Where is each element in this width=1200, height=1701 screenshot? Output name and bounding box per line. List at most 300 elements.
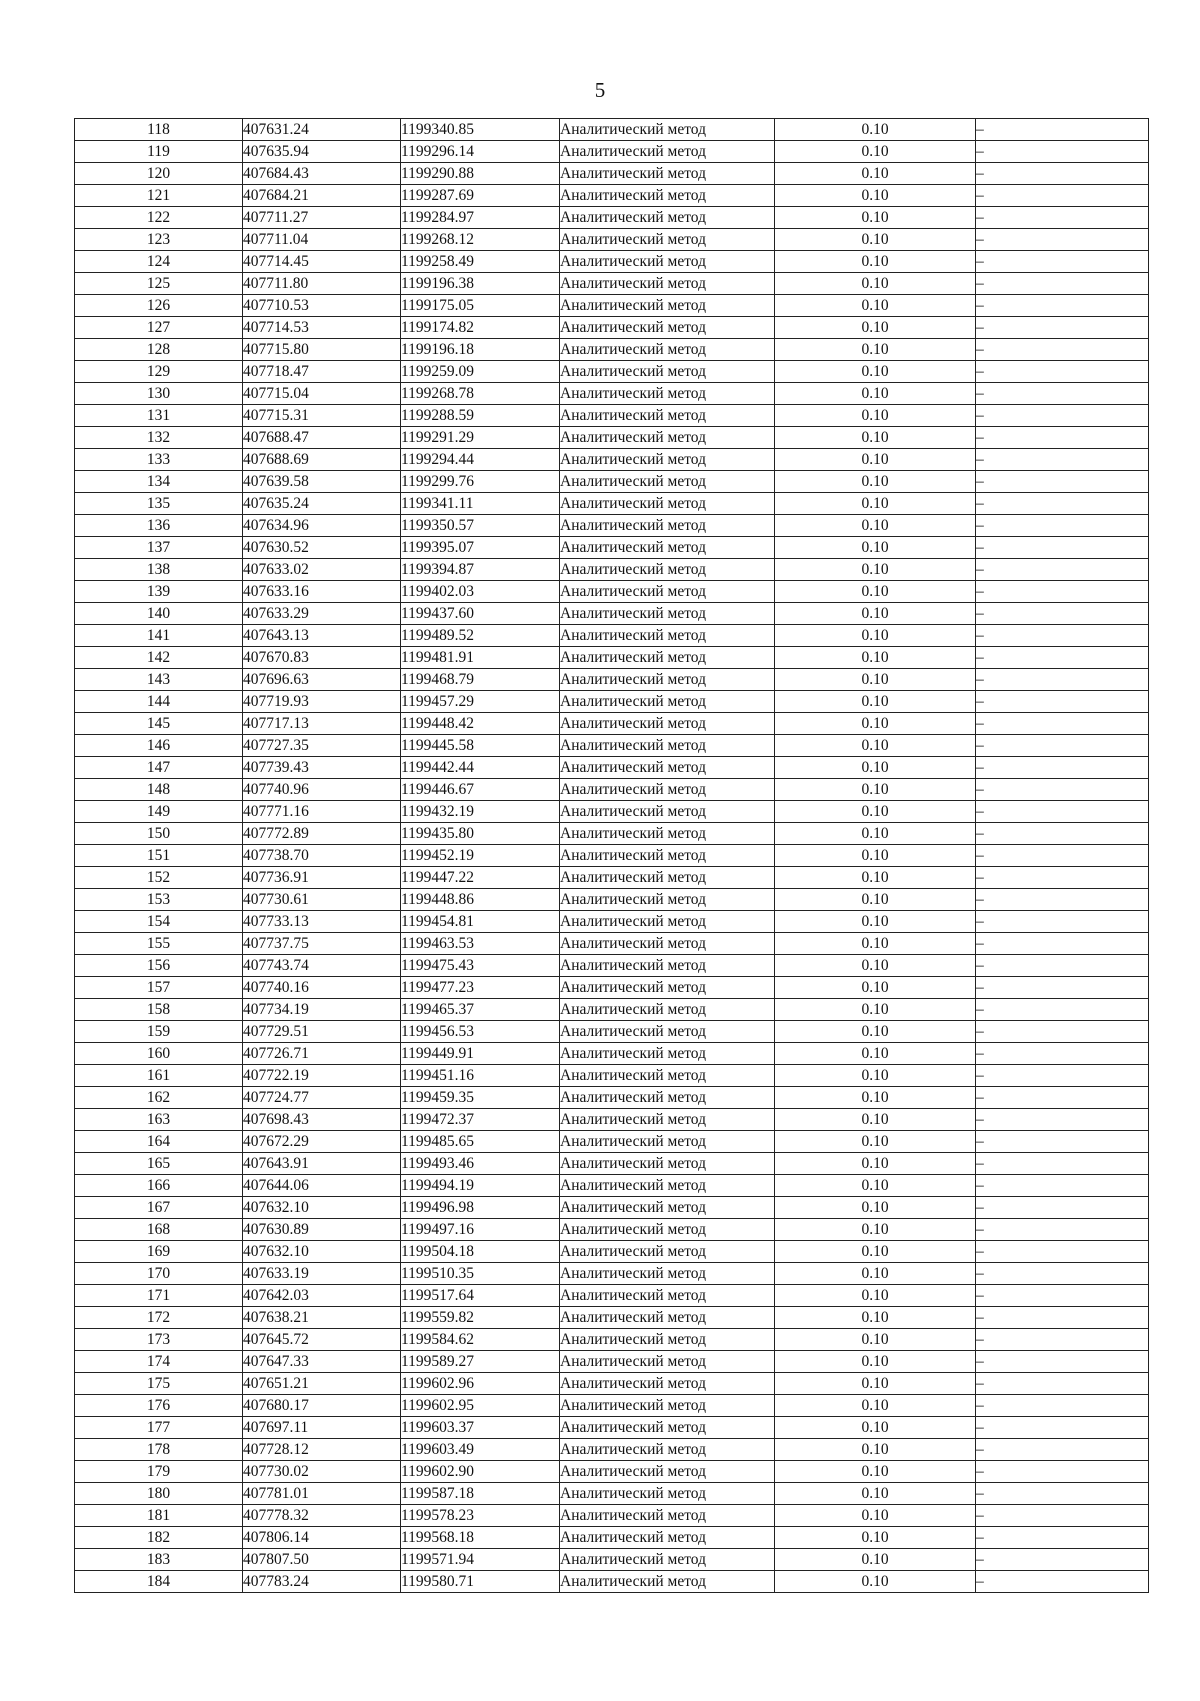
accuracy-cell: 0.10 — [775, 1571, 976, 1593]
note-cell: – — [976, 1285, 1149, 1307]
method-cell: Аналитический метод — [560, 405, 775, 427]
y-coordinate-cell: 1199517.64 — [401, 1285, 560, 1307]
accuracy-cell: 0.10 — [775, 163, 976, 185]
table-row — [75, 251, 1149, 273]
method-cell: Аналитический метод — [560, 361, 775, 383]
method-cell: Аналитический метод — [560, 603, 775, 625]
note-cell: – — [976, 207, 1149, 229]
x-coordinate-cell: 407645.72 — [243, 1329, 401, 1351]
accuracy-cell: 0.10 — [775, 427, 976, 449]
method-cell: Аналитический метод — [560, 1043, 775, 1065]
method-cell: Аналитический метод — [560, 339, 775, 361]
x-coordinate-cell: 407739.43 — [243, 757, 401, 779]
y-coordinate-cell: 1199496.98 — [401, 1197, 560, 1219]
table-row — [75, 735, 1149, 757]
point-number-cell: 153 — [75, 889, 243, 911]
x-coordinate-cell: 407644.06 — [243, 1175, 401, 1197]
x-coordinate-cell: 407783.24 — [243, 1571, 401, 1593]
point-number-cell: 119 — [75, 141, 243, 163]
note-cell: – — [976, 119, 1149, 141]
accuracy-cell: 0.10 — [775, 625, 976, 647]
note-cell: – — [976, 229, 1149, 251]
note-cell: – — [976, 251, 1149, 273]
note-cell: – — [976, 163, 1149, 185]
y-coordinate-cell: 1199452.19 — [401, 845, 560, 867]
point-number-cell: 147 — [75, 757, 243, 779]
x-coordinate-cell: 407633.02 — [243, 559, 401, 581]
point-number-cell: 149 — [75, 801, 243, 823]
note-cell: – — [976, 339, 1149, 361]
x-coordinate-cell: 407722.19 — [243, 1065, 401, 1087]
table-row — [75, 845, 1149, 867]
table-row — [75, 1571, 1149, 1593]
note-cell: – — [976, 1549, 1149, 1571]
accuracy-cell: 0.10 — [775, 493, 976, 515]
note-cell: – — [976, 493, 1149, 515]
accuracy-cell: 0.10 — [775, 1153, 976, 1175]
point-number-cell: 159 — [75, 1021, 243, 1043]
method-cell: Аналитический метод — [560, 889, 775, 911]
y-coordinate-cell: 1199457.29 — [401, 691, 560, 713]
accuracy-cell: 0.10 — [775, 383, 976, 405]
x-coordinate-cell: 407715.80 — [243, 339, 401, 361]
point-number-cell: 151 — [75, 845, 243, 867]
accuracy-cell: 0.10 — [775, 515, 976, 537]
y-coordinate-cell: 1199268.12 — [401, 229, 560, 251]
x-coordinate-cell: 407630.52 — [243, 537, 401, 559]
accuracy-cell: 0.10 — [775, 295, 976, 317]
note-cell: – — [976, 1241, 1149, 1263]
point-number-cell: 148 — [75, 779, 243, 801]
note-cell: – — [976, 977, 1149, 999]
accuracy-cell: 0.10 — [775, 1483, 976, 1505]
point-number-cell: 143 — [75, 669, 243, 691]
method-cell: Аналитический метод — [560, 1395, 775, 1417]
accuracy-cell: 0.10 — [775, 1549, 976, 1571]
x-coordinate-cell: 407730.02 — [243, 1461, 401, 1483]
note-cell: – — [976, 1065, 1149, 1087]
point-number-cell: 118 — [75, 119, 243, 141]
y-coordinate-cell: 1199477.23 — [401, 977, 560, 999]
y-coordinate-cell: 1199580.71 — [401, 1571, 560, 1593]
point-number-cell: 134 — [75, 471, 243, 493]
y-coordinate-cell: 1199446.67 — [401, 779, 560, 801]
table-row — [75, 493, 1149, 515]
point-number-cell: 158 — [75, 999, 243, 1021]
x-coordinate-cell: 407726.71 — [243, 1043, 401, 1065]
note-cell: – — [976, 1439, 1149, 1461]
accuracy-cell: 0.10 — [775, 273, 976, 295]
method-cell: Аналитический метод — [560, 1153, 775, 1175]
accuracy-cell: 0.10 — [775, 1505, 976, 1527]
accuracy-cell: 0.10 — [775, 955, 976, 977]
note-cell: – — [976, 515, 1149, 537]
note-cell: – — [976, 669, 1149, 691]
accuracy-cell: 0.10 — [775, 867, 976, 889]
point-number-cell: 124 — [75, 251, 243, 273]
method-cell: Аналитический метод — [560, 1307, 775, 1329]
y-coordinate-cell: 1199299.76 — [401, 471, 560, 493]
table-row — [75, 1461, 1149, 1483]
method-cell: Аналитический метод — [560, 471, 775, 493]
x-coordinate-cell: 407718.47 — [243, 361, 401, 383]
method-cell: Аналитический метод — [560, 867, 775, 889]
table-row — [75, 383, 1149, 405]
y-coordinate-cell: 1199578.23 — [401, 1505, 560, 1527]
method-cell: Аналитический метод — [560, 295, 775, 317]
accuracy-cell: 0.10 — [775, 691, 976, 713]
note-cell: – — [976, 1527, 1149, 1549]
accuracy-cell: 0.10 — [775, 713, 976, 735]
table-row — [75, 1439, 1149, 1461]
point-number-cell: 183 — [75, 1549, 243, 1571]
x-coordinate-cell: 407727.35 — [243, 735, 401, 757]
y-coordinate-cell: 1199456.53 — [401, 1021, 560, 1043]
note-cell: – — [976, 1109, 1149, 1131]
note-cell: – — [976, 647, 1149, 669]
accuracy-cell: 0.10 — [775, 911, 976, 933]
y-coordinate-cell: 1199288.59 — [401, 405, 560, 427]
point-number-cell: 136 — [75, 515, 243, 537]
note-cell: – — [976, 779, 1149, 801]
method-cell: Аналитический метод — [560, 1131, 775, 1153]
point-number-cell: 127 — [75, 317, 243, 339]
accuracy-cell: 0.10 — [775, 1527, 976, 1549]
note-cell: – — [976, 141, 1149, 163]
accuracy-cell: 0.10 — [775, 141, 976, 163]
x-coordinate-cell: 407635.24 — [243, 493, 401, 515]
method-cell: Аналитический метод — [560, 779, 775, 801]
method-cell: Аналитический метод — [560, 1219, 775, 1241]
x-coordinate-cell: 407631.24 — [243, 119, 401, 141]
table-row — [75, 779, 1149, 801]
y-coordinate-cell: 1199494.19 — [401, 1175, 560, 1197]
point-number-cell: 154 — [75, 911, 243, 933]
method-cell: Аналитический метод — [560, 1439, 775, 1461]
point-number-cell: 144 — [75, 691, 243, 713]
y-coordinate-cell: 1199341.11 — [401, 493, 560, 515]
method-cell: Аналитический метод — [560, 1527, 775, 1549]
method-cell: Аналитический метод — [560, 251, 775, 273]
x-coordinate-cell: 407688.69 — [243, 449, 401, 471]
point-number-cell: 125 — [75, 273, 243, 295]
table-row — [75, 955, 1149, 977]
x-coordinate-cell: 407638.21 — [243, 1307, 401, 1329]
accuracy-cell: 0.10 — [775, 801, 976, 823]
y-coordinate-cell: 1199559.82 — [401, 1307, 560, 1329]
table-row — [75, 1527, 1149, 1549]
table-row — [75, 603, 1149, 625]
x-coordinate-cell: 407714.45 — [243, 251, 401, 273]
y-coordinate-cell: 1199294.44 — [401, 449, 560, 471]
accuracy-cell: 0.10 — [775, 317, 976, 339]
y-coordinate-cell: 1199445.58 — [401, 735, 560, 757]
method-cell: Аналитический метод — [560, 1417, 775, 1439]
method-cell: Аналитический метод — [560, 273, 775, 295]
note-cell: – — [976, 559, 1149, 581]
x-coordinate-cell: 407670.83 — [243, 647, 401, 669]
x-coordinate-cell: 407639.58 — [243, 471, 401, 493]
accuracy-cell: 0.10 — [775, 251, 976, 273]
accuracy-cell: 0.10 — [775, 361, 976, 383]
accuracy-cell: 0.10 — [775, 1131, 976, 1153]
note-cell: – — [976, 1395, 1149, 1417]
y-coordinate-cell: 1199465.37 — [401, 999, 560, 1021]
y-coordinate-cell: 1199287.69 — [401, 185, 560, 207]
x-coordinate-cell: 407724.77 — [243, 1087, 401, 1109]
note-cell: – — [976, 845, 1149, 867]
accuracy-cell: 0.10 — [775, 1043, 976, 1065]
note-cell: – — [976, 1571, 1149, 1593]
y-coordinate-cell: 1199447.22 — [401, 867, 560, 889]
x-coordinate-cell: 407633.29 — [243, 603, 401, 625]
y-coordinate-cell: 1199402.03 — [401, 581, 560, 603]
accuracy-cell: 0.10 — [775, 1351, 976, 1373]
accuracy-cell: 0.10 — [775, 1307, 976, 1329]
y-coordinate-cell: 1199296.14 — [401, 141, 560, 163]
note-cell: – — [976, 713, 1149, 735]
x-coordinate-cell: 407651.21 — [243, 1373, 401, 1395]
accuracy-cell: 0.10 — [775, 933, 976, 955]
x-coordinate-cell: 407717.13 — [243, 713, 401, 735]
table-row — [75, 801, 1149, 823]
x-coordinate-cell: 407714.53 — [243, 317, 401, 339]
accuracy-cell: 0.10 — [775, 889, 976, 911]
accuracy-cell: 0.10 — [775, 1087, 976, 1109]
point-number-cell: 163 — [75, 1109, 243, 1131]
x-coordinate-cell: 407719.93 — [243, 691, 401, 713]
y-coordinate-cell: 1199584.62 — [401, 1329, 560, 1351]
accuracy-cell: 0.10 — [775, 1065, 976, 1087]
accuracy-cell: 0.10 — [775, 1439, 976, 1461]
method-cell: Аналитический метод — [560, 581, 775, 603]
y-coordinate-cell: 1199174.82 — [401, 317, 560, 339]
x-coordinate-cell: 407740.16 — [243, 977, 401, 999]
y-coordinate-cell: 1199437.60 — [401, 603, 560, 625]
accuracy-cell: 0.10 — [775, 823, 976, 845]
accuracy-cell: 0.10 — [775, 119, 976, 141]
point-number-cell: 167 — [75, 1197, 243, 1219]
method-cell: Аналитический метод — [560, 537, 775, 559]
y-coordinate-cell: 1199463.53 — [401, 933, 560, 955]
y-coordinate-cell: 1199472.37 — [401, 1109, 560, 1131]
table-row — [75, 977, 1149, 999]
accuracy-cell: 0.10 — [775, 603, 976, 625]
note-cell: – — [976, 1021, 1149, 1043]
note-cell: – — [976, 889, 1149, 911]
table-row — [75, 141, 1149, 163]
table-row — [75, 1241, 1149, 1263]
method-cell: Аналитический метод — [560, 427, 775, 449]
method-cell: Аналитический метод — [560, 1351, 775, 1373]
method-cell: Аналитический метод — [560, 141, 775, 163]
point-number-cell: 184 — [75, 1571, 243, 1593]
note-cell: – — [976, 1131, 1149, 1153]
point-number-cell: 126 — [75, 295, 243, 317]
note-cell: – — [976, 537, 1149, 559]
note-cell: – — [976, 361, 1149, 383]
method-cell: Аналитический метод — [560, 1175, 775, 1197]
table-row — [75, 581, 1149, 603]
x-coordinate-cell: 407736.91 — [243, 867, 401, 889]
y-coordinate-cell: 1199291.29 — [401, 427, 560, 449]
table-row — [75, 625, 1149, 647]
y-coordinate-cell: 1199196.18 — [401, 339, 560, 361]
accuracy-cell: 0.10 — [775, 1417, 976, 1439]
method-cell: Аналитический метод — [560, 1065, 775, 1087]
note-cell: – — [976, 1505, 1149, 1527]
y-coordinate-cell: 1199493.46 — [401, 1153, 560, 1175]
point-number-cell: 182 — [75, 1527, 243, 1549]
point-number-cell: 175 — [75, 1373, 243, 1395]
x-coordinate-cell: 407688.47 — [243, 427, 401, 449]
x-coordinate-cell: 407711.80 — [243, 273, 401, 295]
y-coordinate-cell: 1199587.18 — [401, 1483, 560, 1505]
x-coordinate-cell: 407715.31 — [243, 405, 401, 427]
table-row — [75, 1351, 1149, 1373]
note-cell: – — [976, 1483, 1149, 1505]
point-number-cell: 180 — [75, 1483, 243, 1505]
table-row — [75, 1197, 1149, 1219]
table-row — [75, 1329, 1149, 1351]
table-row — [75, 1153, 1149, 1175]
table-row — [75, 1043, 1149, 1065]
method-cell: Аналитический метод — [560, 163, 775, 185]
method-cell: Аналитический метод — [560, 559, 775, 581]
x-coordinate-cell: 407743.74 — [243, 955, 401, 977]
note-cell: – — [976, 1307, 1149, 1329]
point-number-cell: 137 — [75, 537, 243, 559]
method-cell: Аналитический метод — [560, 1109, 775, 1131]
table-row — [75, 1483, 1149, 1505]
table-row — [75, 1131, 1149, 1153]
method-cell: Аналитический метод — [560, 735, 775, 757]
y-coordinate-cell: 1199175.05 — [401, 295, 560, 317]
method-cell: Аналитический метод — [560, 449, 775, 471]
point-number-cell: 168 — [75, 1219, 243, 1241]
table-row — [75, 1065, 1149, 1087]
note-cell: – — [976, 295, 1149, 317]
method-cell: Аналитический метод — [560, 1483, 775, 1505]
point-number-cell: 138 — [75, 559, 243, 581]
method-cell: Аналитический метод — [560, 515, 775, 537]
point-number-cell: 162 — [75, 1087, 243, 1109]
method-cell: Аналитический метод — [560, 823, 775, 845]
point-number-cell: 129 — [75, 361, 243, 383]
y-coordinate-cell: 1199497.16 — [401, 1219, 560, 1241]
x-coordinate-cell: 407711.27 — [243, 207, 401, 229]
x-coordinate-cell: 407781.01 — [243, 1483, 401, 1505]
x-coordinate-cell: 407684.21 — [243, 185, 401, 207]
accuracy-cell: 0.10 — [775, 669, 976, 691]
table-row — [75, 889, 1149, 911]
x-coordinate-cell: 407633.16 — [243, 581, 401, 603]
point-number-cell: 181 — [75, 1505, 243, 1527]
point-number-cell: 146 — [75, 735, 243, 757]
table-row — [75, 1307, 1149, 1329]
point-number-cell: 157 — [75, 977, 243, 999]
table-row — [75, 1263, 1149, 1285]
accuracy-cell: 0.10 — [775, 779, 976, 801]
accuracy-cell: 0.10 — [775, 1395, 976, 1417]
y-coordinate-cell: 1199475.43 — [401, 955, 560, 977]
table-row — [75, 361, 1149, 383]
y-coordinate-cell: 1199589.27 — [401, 1351, 560, 1373]
table-row — [75, 691, 1149, 713]
table-row — [75, 471, 1149, 493]
x-coordinate-cell: 407698.43 — [243, 1109, 401, 1131]
note-cell: – — [976, 933, 1149, 955]
x-coordinate-cell: 407632.10 — [243, 1241, 401, 1263]
table-row — [75, 669, 1149, 691]
accuracy-cell: 0.10 — [775, 581, 976, 603]
table-row — [75, 823, 1149, 845]
table-row — [75, 537, 1149, 559]
method-cell: Аналитический метод — [560, 1505, 775, 1527]
x-coordinate-cell: 407634.96 — [243, 515, 401, 537]
y-coordinate-cell: 1199442.44 — [401, 757, 560, 779]
table-row — [75, 229, 1149, 251]
note-cell: – — [976, 735, 1149, 757]
y-coordinate-cell: 1199603.49 — [401, 1439, 560, 1461]
accuracy-cell: 0.10 — [775, 977, 976, 999]
method-cell: Аналитический метод — [560, 1263, 775, 1285]
y-coordinate-cell: 1199449.91 — [401, 1043, 560, 1065]
point-number-cell: 164 — [75, 1131, 243, 1153]
y-coordinate-cell: 1199394.87 — [401, 559, 560, 581]
accuracy-cell: 0.10 — [775, 757, 976, 779]
table-row — [75, 757, 1149, 779]
point-number-cell: 156 — [75, 955, 243, 977]
accuracy-cell: 0.10 — [775, 1109, 976, 1131]
accuracy-cell: 0.10 — [775, 471, 976, 493]
x-coordinate-cell: 407710.53 — [243, 295, 401, 317]
point-number-cell: 169 — [75, 1241, 243, 1263]
note-cell: – — [976, 405, 1149, 427]
point-number-cell: 150 — [75, 823, 243, 845]
y-coordinate-cell: 1199268.78 — [401, 383, 560, 405]
x-coordinate-cell: 407740.96 — [243, 779, 401, 801]
coordinates-table — [74, 118, 1149, 1593]
method-cell: Аналитический метод — [560, 185, 775, 207]
method-cell: Аналитический метод — [560, 999, 775, 1021]
table-row — [75, 1549, 1149, 1571]
table-row — [75, 1109, 1149, 1131]
method-cell: Аналитический метод — [560, 845, 775, 867]
note-cell: – — [976, 471, 1149, 493]
y-coordinate-cell: 1199485.65 — [401, 1131, 560, 1153]
point-number-cell: 128 — [75, 339, 243, 361]
y-coordinate-cell: 1199504.18 — [401, 1241, 560, 1263]
point-number-cell: 142 — [75, 647, 243, 669]
x-coordinate-cell: 407730.61 — [243, 889, 401, 911]
table-row — [75, 911, 1149, 933]
y-coordinate-cell: 1199602.90 — [401, 1461, 560, 1483]
point-number-cell: 131 — [75, 405, 243, 427]
accuracy-cell: 0.10 — [775, 1329, 976, 1351]
accuracy-cell: 0.10 — [775, 339, 976, 361]
method-cell: Аналитический метод — [560, 669, 775, 691]
accuracy-cell: 0.10 — [775, 735, 976, 757]
method-cell: Аналитический метод — [560, 493, 775, 515]
accuracy-cell: 0.10 — [775, 229, 976, 251]
method-cell: Аналитический метод — [560, 229, 775, 251]
table-row — [75, 1417, 1149, 1439]
note-cell: – — [976, 1461, 1149, 1483]
y-coordinate-cell: 1199432.19 — [401, 801, 560, 823]
method-cell: Аналитический метод — [560, 207, 775, 229]
y-coordinate-cell: 1199340.85 — [401, 119, 560, 141]
